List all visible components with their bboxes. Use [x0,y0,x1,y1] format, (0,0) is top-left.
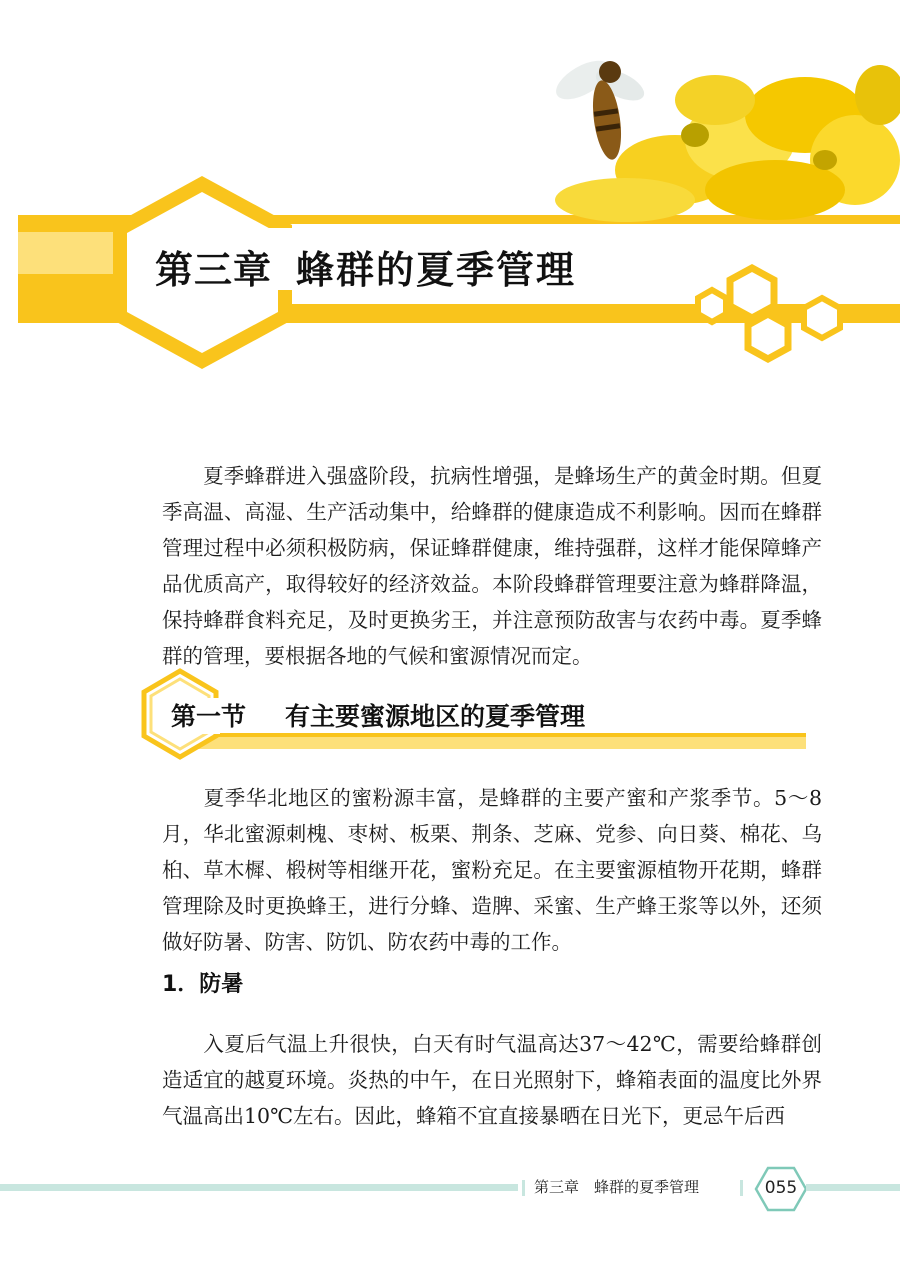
footer-rule-left [0,1184,518,1191]
page-number: 055 [764,1178,798,1198]
chapter-title: 蜂群的夏季管理 [296,248,577,292]
footer-rule-right [806,1184,900,1191]
section-underline-accent [198,733,806,737]
subsection-paragraph: 入夏后气温上升很快，白天有时气温高达37～42℃，需要给蜂群创造适宜的越夏环境。炎热的中午，在日光照射下，蜂箱表面的温度比外界气温高出10℃左右。因此，蜂箱不宜直接暴晒在日光下，更忌午后西 [162,1032,822,1128]
running-title: 第三章 蜂群的夏季管理 [534,1178,700,1196]
section-title: 有主要蜜源地区的夏季管理 [285,702,586,731]
bee-on-flower-illustration [525,40,900,225]
footer-tick-right [740,1180,743,1196]
chapter-label: 第三章 [155,248,273,292]
subsection-heading: 1．防暑 [162,972,244,997]
intro-paragraph: 夏季蜂群进入强盛阶段，抗病性增强，是蜂场生产的黄金时期。但夏季高温、高湿、生产活动集中，给蜂群的健康造成不利影响。因而在蜂群管理过程中必须积极防病，保证蜂群健康，维持强群，这样才能保障蜂产品优质高产，取得较好的经济效益。本阶段蜂群管理要注意为蜂群降温，保持蜂群食料充足，及时更换劣王，并注意预防敌害与农药中毒。夏季蜂群的管理，要根据各地的气候和蜜源情况而定。 [162,464,822,668]
section-paragraph: 夏季华北地区的蜜粉源丰富，是蜂群的主要产蜜和产浆季节。5～8月，华北蜜源刺槐、枣树、板栗、荆条、芝麻、党参、向日葵、棉花、乌桕、草木樨、椴树等相继开花，蜜粉充足。在主要蜜源植物开花期，蜂群管理除及时更换蜂王，进行分蜂、造脾、采蜜、生产蜂王浆等以外，还须做好防暑、防害、防饥、防农药中毒的工作。 [162,786,822,954]
footer-tick-left [522,1180,525,1196]
honeycomb-decoration [690,258,860,363]
section-label: 第一节 [171,702,247,731]
